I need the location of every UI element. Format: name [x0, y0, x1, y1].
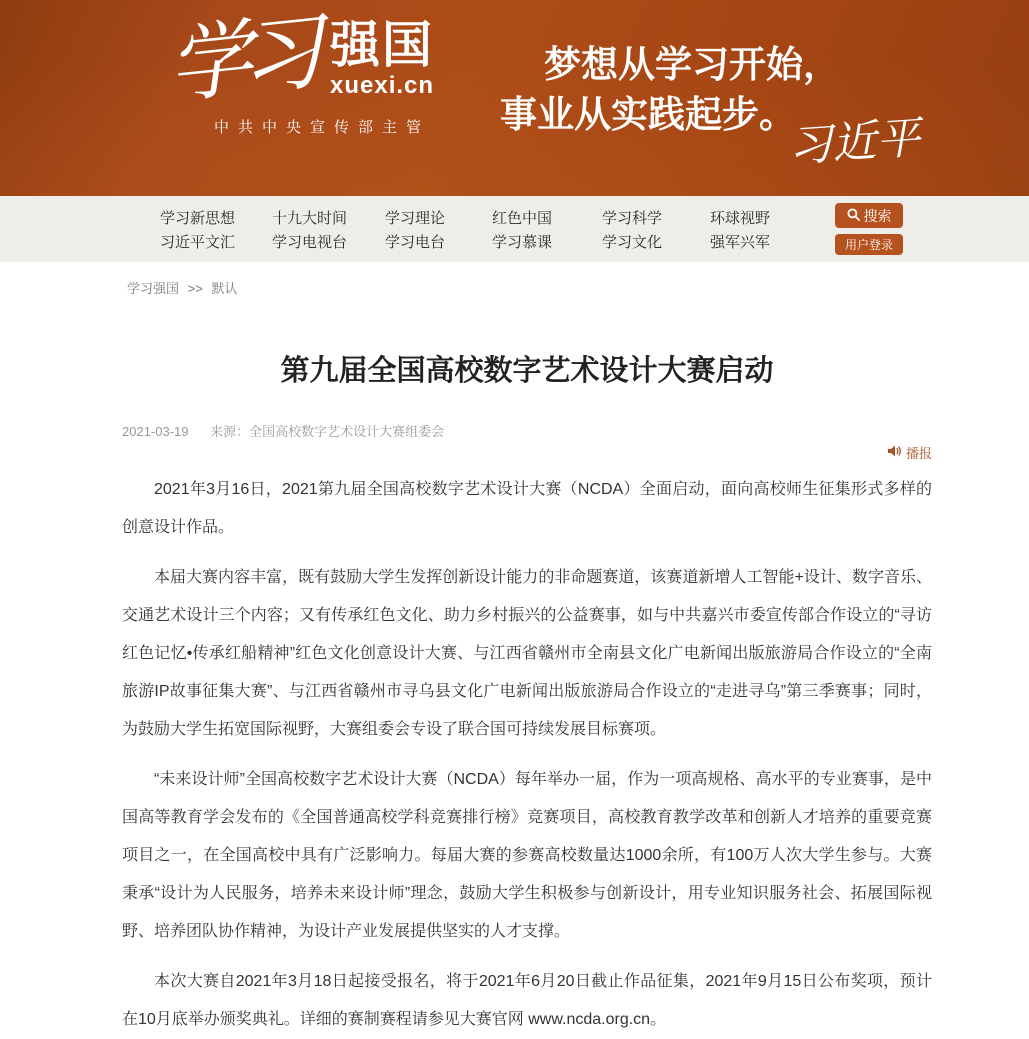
- broadcast-row: [122, 443, 932, 461]
- login-button-label: 用户登录: [844, 238, 893, 252]
- article-paragraph-1: 2021年3月16日，2021第九届全国高校数字艺术设计大赛（NCDA）全面启动，面向高校师生征集形式多样的创意设计作品。: [122, 480, 932, 536]
- nav-item-xuexi-muke[interactable]: 学习慕课: [492, 233, 553, 251]
- nav-item-qiangjun-xingjun[interactable]: 强军兴军: [710, 233, 771, 251]
- search-button[interactable]: [835, 203, 903, 228]
- breadcrumb: [0, 262, 1029, 296]
- broadcast-label: 播报: [905, 445, 932, 461]
- article-date: 2021-03-19: [122, 423, 189, 439]
- nav-item-xuexi-wenhua[interactable]: 学习文化: [602, 233, 663, 251]
- nav-item-xijinping-wenhui[interactable]: 习近平文汇: [160, 233, 236, 251]
- article-paragraph-3: “未来设计师”全国高校数字艺术设计大赛（NCDA）每年举办一届，作为一项高规格、高水平的专业赛事，是中国高等教育学会发布的《全国普通高校学科竞赛排行榜》竞赛项目，高校教育教学改革和创新人才培养的重要竞赛项目之一，在全国高校中具有广泛影响力。每届大赛的参赛高校数量达1000余所，有100万人次大学生参与。大赛秉承“设计为人民服务，培养未来设计师”理念，鼓励大学生积极参与创新设计，用专业知识服务社会、拓展国际视野、培养团队协作精神，为设计产业发展提供坚实的人才支撑。: [122, 770, 932, 940]
- slogan-line-2: 事业从实践起步。: [500, 95, 796, 137]
- site-header: [0, 0, 1029, 196]
- broadcast-button[interactable]: [888, 443, 932, 462]
- speaker-icon: [888, 445, 902, 460]
- breadcrumb-separator: >>: [187, 281, 203, 296]
- nav-item-xuexi-dianshitai[interactable]: 学习电视台: [272, 233, 348, 251]
- article-paragraph-4: 本次大赛自2021年3月18日起接受报名，将于2021年6月20日截止作品征集，2021年9月15日公布奖项，预计在10月底举办颁奖典礼。详细的赛制赛程请参见大赛官网 www.ncda.org.cn。: [122, 972, 932, 1028]
- nav-item-huanqiu-shiye[interactable]: 环球视野: [710, 209, 771, 227]
- login-button[interactable]: [835, 234, 903, 255]
- nav-item-xuexi-xinsixiang[interactable]: 学习新思想: [160, 209, 236, 227]
- breadcrumb-site[interactable]: 学习强国: [127, 281, 180, 296]
- nav-item-xuexi-kexue[interactable]: 学习科学: [602, 209, 663, 227]
- nav-buttons: [835, 203, 903, 255]
- search-icon: [847, 208, 860, 224]
- slogan-line-1: 梦想从学习开始，: [544, 45, 840, 86]
- logo-bold-text: 强国: [330, 17, 435, 74]
- nav-item-shijiuda-shijian[interactable]: 十九大时间: [272, 209, 348, 227]
- article-body: [122, 471, 932, 1039]
- logo-right: [330, 17, 435, 106]
- search-button-label: 搜索: [863, 207, 892, 224]
- article-source-name: 全国高校数字艺术设计大赛组委会: [249, 423, 445, 439]
- article-source: [210, 424, 444, 439]
- logo-subtitle: 中共中央宣传部主管: [214, 119, 431, 137]
- breadcrumb-section[interactable]: 默认: [211, 281, 238, 296]
- nav-item-xuexi-lilun[interactable]: 学习理论: [385, 209, 446, 227]
- main-nav: [0, 196, 1029, 262]
- article-source-label: 来源：: [210, 423, 250, 439]
- nav-item-xuexi-diantai[interactable]: 学习电台: [385, 233, 446, 251]
- logo-domain-text: xuexi.cn: [330, 72, 435, 100]
- signature-calligraphy: 习近平: [786, 113, 922, 172]
- article-title: 第九届全国高校数字艺术设计大赛启动: [280, 355, 774, 387]
- logo-top: [163, 6, 435, 115]
- logo-calligraphy-text: 学习: [163, 6, 317, 115]
- article-paragraph-2: 本届大赛内容丰富，既有鼓励大学生发挥创新设计能力的非命题赛道，该赛道新增人工智能+设计、数字音乐、交通艺术设计三个内容；又有传承红色文化、助力乡村振兴的公益赛事，如与中共嘉兴市委宣传部合作设立的“寻访红色记忆•传承红船精神”红色文化创意设计大赛、与江西省赣州市全南县文化广电新闻出版旅游局合作设立的“全南旅游IP故事征集大赛”、与江西省赣州市寻乌县文化广电新闻出版旅游局合作设立的“走进寻乌”第三季赛事；同时，为鼓励大学生拓宽国际视野，大赛组委会专设了联合国可持续发展目标赛项。: [122, 568, 932, 738]
- article-meta: [122, 421, 932, 440]
- site-logo[interactable]: [163, 6, 435, 137]
- nav-item-hongse-zhongguo[interactable]: 红色中国: [492, 209, 553, 227]
- article: [122, 354, 932, 1039]
